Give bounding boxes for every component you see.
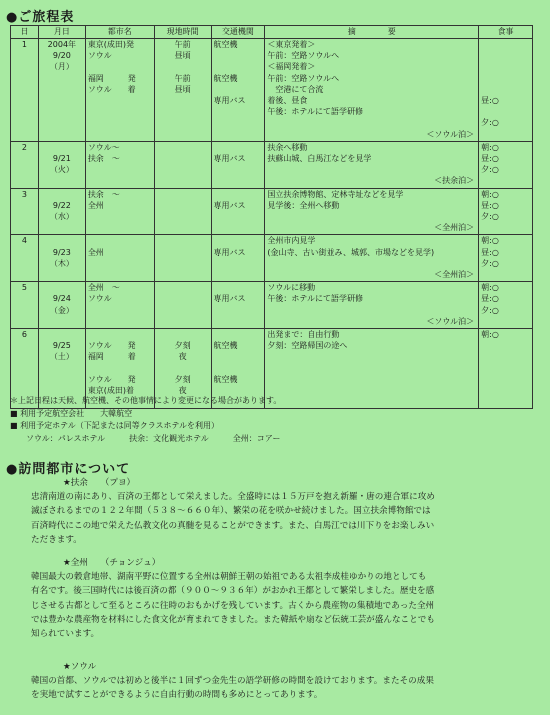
transport-line: 専用バス <box>213 200 246 210</box>
cell-local-time <box>154 39 211 142</box>
transport-line <box>214 329 263 340</box>
transport-line <box>214 351 263 362</box>
transport-line: 航空機 <box>213 40 238 49</box>
city-line: ソウル <box>87 51 112 61</box>
summary-line: 夕刻：空路帰国の途へ <box>267 341 348 351</box>
cell-day: 3 <box>11 188 39 235</box>
city-line: ソウル <box>87 294 112 304</box>
meal-line: 昼:○ <box>481 294 499 304</box>
city-line <box>88 61 152 72</box>
itinerary-row <box>11 39 533 142</box>
cell-day: 6 <box>11 328 39 408</box>
date-line <box>41 142 83 153</box>
cities-heading: ●訪問都市について <box>6 462 131 477</box>
city-line: 東京(成田)着 <box>87 385 135 395</box>
summary-line: (金山寺、古い街並み、城郭、市場などを見学) <box>267 247 435 257</box>
cell-date <box>38 39 85 142</box>
city-line: 有名です。後三国時代には後百済の都（９００～９３６年）がおかれ王都として繁栄しました。歴史を感 <box>31 586 435 597</box>
city-line <box>88 363 152 374</box>
header-meals: 食事 <box>479 26 533 39</box>
meal-line: 昼:○ <box>481 95 499 105</box>
summary-spacer <box>267 305 476 316</box>
summary-spacer <box>267 164 476 175</box>
summary-line: 午前：空路ソウルへ <box>267 51 340 61</box>
cell-meals <box>479 39 533 142</box>
city-line: 全州 <box>87 200 104 210</box>
city-line: じさせる古都として至るところに往時のおもかげを残しています。古くから農産物の集積地であった全州 <box>31 600 435 611</box>
city-line <box>88 329 152 340</box>
meal-line: 昼:○ <box>481 200 499 210</box>
transport-line: 専用バス <box>213 95 246 105</box>
cell-local-time <box>154 282 211 329</box>
cell-meals <box>479 141 533 188</box>
city-line: ソウル 発 <box>87 341 136 351</box>
cell-transport <box>211 235 265 282</box>
transport-line: 航空機 <box>213 73 238 83</box>
date-line: 2004年 <box>47 40 77 49</box>
city-description <box>31 570 539 641</box>
city-description <box>31 674 539 702</box>
city-line: ただきます。 <box>31 534 82 545</box>
city-line: 忠清南道の南にあり、百済の王都として栄えました。全盛時には１５万戸を抱え新羅・唐の連合軍に攻め <box>31 492 435 503</box>
meal-line: 昼:○ <box>481 247 499 257</box>
date-line: 9/24 <box>52 294 71 304</box>
transport-line: 専用バス <box>213 247 246 257</box>
city-line: 東京(成田)発 <box>87 40 135 49</box>
transport-line <box>214 61 263 72</box>
cell-meals <box>479 328 533 408</box>
overnight-stay: ＜ソウル泊＞ <box>426 129 475 139</box>
transport-line <box>214 142 263 153</box>
cell-city <box>85 188 154 235</box>
meal-line: 夕:○ <box>481 305 499 315</box>
summary-line: 午後：ホテルにて語学研修 <box>267 294 363 304</box>
city-line: 扶余 ～ <box>87 189 120 199</box>
city-section-buyeo <box>31 476 539 547</box>
cell-transport <box>211 39 265 142</box>
cell-date <box>38 141 85 188</box>
time-line: 夜 <box>178 352 187 362</box>
meal-line: 夕:○ <box>481 211 499 221</box>
cell-day: 5 <box>11 282 39 329</box>
summary-spacer <box>267 117 476 128</box>
time-line: 午前 <box>174 40 191 49</box>
notes <box>10 395 281 445</box>
city-title: ★全州 （チョンジュ） <box>63 558 161 568</box>
itinerary-heading: ●ご旅程表 <box>6 10 75 25</box>
city-section-seoul <box>31 660 539 703</box>
summary-line: 出発まで：自由行動 <box>267 329 340 339</box>
overnight-stay: ＜ソウル泊＞ <box>426 316 475 326</box>
cell-meals <box>479 188 533 235</box>
time-line: 昼頃 <box>174 51 191 61</box>
header-day: 日 <box>11 26 39 39</box>
date-line: （月） <box>49 62 74 72</box>
summary-spacer <box>267 211 476 222</box>
meal-line: 朝:○ <box>481 329 499 339</box>
city-title: ★扶余 （プヨ） <box>63 478 136 488</box>
note-hotel-list: ソウル：パレスホテル 扶余：文化観光ホテル 全州：コアー <box>10 433 281 443</box>
overnight-stay: ＜全州泊＞ <box>434 223 475 233</box>
cell-meals <box>479 282 533 329</box>
time-line: 夕刻 <box>174 341 191 351</box>
cell-date <box>38 282 85 329</box>
city-description <box>31 490 539 547</box>
time-line: 夕刻 <box>174 374 191 384</box>
meal-line: 昼:○ <box>481 153 499 163</box>
city-line: 福岡 着 <box>87 352 136 362</box>
cell-transport <box>211 282 265 329</box>
cell-day: 1 <box>11 39 39 142</box>
city-line: 福岡 発 <box>87 73 136 83</box>
meal-line: 朝:○ <box>481 189 499 199</box>
summary-line: 全州市内見学 <box>267 236 316 246</box>
header-local-time: 現地時間 <box>154 26 211 39</box>
city-title: ★ソウル <box>63 662 97 672</box>
overnight-stay: ＜全州泊＞ <box>434 269 475 279</box>
date-line <box>41 329 83 340</box>
city-line: 知られています。 <box>31 629 100 640</box>
itinerary-row <box>11 235 533 282</box>
transport-line: 専用バス <box>213 294 246 304</box>
overnight-stay: ＜扶余泊＞ <box>434 176 475 186</box>
meal-line: 朝:○ <box>481 283 499 293</box>
transport-line: 航空機 <box>213 341 238 351</box>
cell-date <box>38 188 85 235</box>
itinerary-row <box>11 282 533 329</box>
summary-spacer <box>267 258 476 269</box>
cell-summary <box>265 328 479 408</box>
transport-line <box>214 84 263 95</box>
city-line: 全州 ～ <box>87 283 120 293</box>
city-line: ソウル～ <box>87 142 120 152</box>
transport-line <box>214 50 263 61</box>
table-header-row <box>11 26 533 39</box>
cell-city <box>85 141 154 188</box>
meal-line: 夕:○ <box>481 118 499 128</box>
date-line: （水） <box>49 211 74 221</box>
city-line <box>88 235 152 246</box>
time-line: 午前 <box>174 73 191 83</box>
cell-day: 2 <box>11 141 39 188</box>
date-line <box>41 235 83 246</box>
itinerary-row <box>11 141 533 188</box>
cell-local-time <box>154 188 211 235</box>
cell-local-time <box>154 235 211 282</box>
city-line: 全州 <box>87 247 104 257</box>
time-line <box>157 61 209 72</box>
date-line: 9/25 <box>52 341 71 351</box>
cell-city <box>85 235 154 282</box>
note-airline: ■ 利用予定航空会社 大韓航空 <box>10 408 133 418</box>
time-line: 昼頃 <box>174 84 191 94</box>
note-hotel: ■ 利用予定ホテル（下記または同等クラスホテルを利用） <box>10 421 220 430</box>
date-line: （火） <box>49 165 74 175</box>
city-line: では豊かな農産物を材料にした食文化が育まれてきました。また韓紙や扇など伝統工芸が盛んなことでも <box>31 614 435 625</box>
cell-meals <box>479 235 533 282</box>
header-date: 月日 <box>38 26 85 39</box>
city-line: 滅ぼされるまでの１２２年間（５３８～６６０年）、繁栄の花を咲かせ続けました。国立扶余博物館では <box>31 506 431 517</box>
cell-date <box>38 235 85 282</box>
date-line <box>41 282 83 293</box>
header-summary: 摘 要 <box>265 26 479 39</box>
cell-city <box>85 39 154 142</box>
cell-transport <box>211 141 265 188</box>
cell-summary <box>265 282 479 329</box>
transport-line <box>214 282 263 293</box>
itinerary-table <box>10 25 533 409</box>
city-line: 扶余 ～ <box>87 153 120 163</box>
date-line: 9/21 <box>52 153 71 163</box>
cell-day: 4 <box>11 235 39 282</box>
meal-line: 朝:○ <box>481 142 499 152</box>
summary-line: 午前：空路ソウルへ <box>267 73 340 83</box>
summary-line: 午後：ホテルにて語学研修 <box>267 107 363 117</box>
cell-summary <box>265 39 479 142</box>
transport-line <box>214 189 263 200</box>
summary-line: ソウルに移動 <box>267 283 316 293</box>
meal-line <box>481 106 530 117</box>
transport-line: 航空機 <box>213 374 238 384</box>
summary-line: 空港にて合流 <box>267 84 324 94</box>
cell-local-time <box>154 141 211 188</box>
meal-line <box>481 39 530 50</box>
date-line: （土） <box>49 352 74 362</box>
meal-line <box>481 73 530 84</box>
meal-line: 夕:○ <box>481 258 499 268</box>
city-line: 韓国の首都、ソウルでは初めと後半に１回ずつ金先生の語学研修の時間を設けております。またその成果 <box>31 676 434 687</box>
summary-line: 着後、昼食 <box>267 95 308 105</box>
city-line: を実地で試すことができるように自由行動の時間も多めにとってあります。 <box>31 690 323 701</box>
meal-line <box>481 84 530 95</box>
cell-summary <box>265 141 479 188</box>
meal-line <box>481 61 530 72</box>
header-city: 都市名 <box>85 26 154 39</box>
meal-line: 夕:○ <box>481 165 499 175</box>
cell-summary <box>265 188 479 235</box>
date-line: （金） <box>49 305 74 315</box>
header-transport: 交通機関 <box>211 26 265 39</box>
city-line: ソウル 着 <box>87 84 136 94</box>
time-line: 夜 <box>178 385 187 395</box>
meal-line: 朝:○ <box>481 236 499 246</box>
cell-transport <box>211 188 265 235</box>
transport-line: 専用バス <box>213 153 246 163</box>
cell-summary <box>265 235 479 282</box>
summary-line: 扶余へ移動 <box>267 142 308 152</box>
summary-line: 見学後：全州へ移動 <box>267 200 340 210</box>
summary-line: ＜福岡発着＞ <box>267 62 316 72</box>
time-line <box>157 363 209 374</box>
summary-line: 国立扶余博物館、定林寺址などを見学 <box>267 189 404 199</box>
city-line: 百済時代にこの地で栄えた仏教文化の真髄を見ることができます。また、白馬江では川下りをお楽しみい <box>31 520 435 531</box>
cell-city <box>85 282 154 329</box>
summary-line: 扶蘇山城、白馬江などを見学 <box>267 153 372 163</box>
city-line: 韓国最大の穀倉地帯、湖南平野に位置する全州は朝鮮王朝の始祖である太祖李成桂ゆかりの地としても <box>31 572 427 583</box>
date-line: （木） <box>49 258 74 268</box>
date-line: 9/22 <box>52 200 71 210</box>
date-line <box>41 189 83 200</box>
city-line: ソウル 発 <box>87 374 136 384</box>
itinerary-row <box>11 188 533 235</box>
meal-line <box>481 50 530 61</box>
transport-line <box>214 363 263 374</box>
date-line: 9/23 <box>52 247 71 257</box>
transport-line <box>214 235 263 246</box>
date-line: 9/20 <box>52 51 71 61</box>
note-schedule-change: ＊上記日程は天候、航空機、その他事情により変更になる場合があります。 <box>10 396 282 405</box>
city-section-jeonju <box>31 556 539 641</box>
summary-line: ＜東京発着＞ <box>267 40 316 49</box>
time-line <box>157 329 209 340</box>
